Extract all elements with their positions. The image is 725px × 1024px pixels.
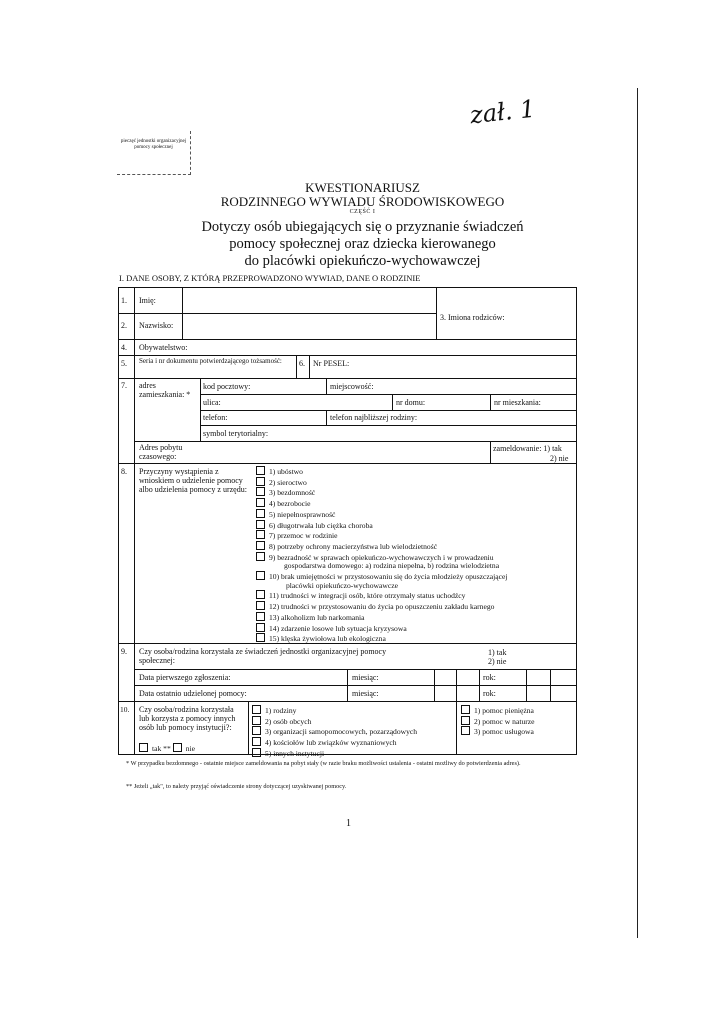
- reason-checkbox[interactable]: [256, 466, 265, 475]
- pesel-label: Nr PESEL:: [313, 359, 350, 368]
- benefits-yes: 1) tak: [488, 648, 507, 657]
- phone-label: telefon:: [203, 413, 228, 422]
- temporary-address-label: Adres pobytu czasowego:: [139, 443, 183, 461]
- row-4-number: 4.: [121, 343, 127, 352]
- help-source-checkbox[interactable]: [252, 748, 261, 757]
- address-label: adres zamieszkania: *: [139, 381, 191, 399]
- first-request-date-label: Data pierwszego zgłoszenia:: [139, 673, 231, 682]
- postal-code-label: kod pocztowy:: [203, 382, 251, 391]
- reason-checkbox[interactable]: [256, 590, 265, 599]
- reason-checkbox[interactable]: [256, 612, 265, 621]
- row-10-number: 10.: [120, 705, 130, 714]
- reason-checkbox[interactable]: [256, 571, 265, 580]
- reason-checkbox[interactable]: [256, 477, 265, 486]
- year-label: rok:: [483, 673, 496, 682]
- help-type-checkbox[interactable]: [461, 705, 470, 714]
- house-number-label: nr domu:: [396, 398, 426, 407]
- help-source-checkbox[interactable]: [252, 716, 261, 725]
- city-label: miejscowość:: [330, 382, 374, 391]
- reason-checkbox[interactable]: [256, 623, 265, 632]
- reason-checkbox[interactable]: [256, 633, 265, 642]
- last-aid-date-label: Data ostatnio udzielonej pomocy:: [139, 689, 247, 698]
- first-name-label: Imię:: [139, 296, 156, 305]
- territorial-symbol-label: symbol terytorialny:: [203, 429, 269, 438]
- part-label: CZĘŚĆ I: [349, 209, 376, 215]
- family-phone-label: telefon najbliższej rodziny:: [330, 413, 418, 422]
- binding-line: [637, 88, 638, 938]
- row-7-number: 7.: [121, 381, 127, 390]
- page-number: 1: [346, 818, 351, 829]
- reason-checkbox[interactable]: [256, 498, 265, 507]
- first-name-field[interactable]: [183, 288, 435, 312]
- row-5-number: 5.: [121, 359, 127, 368]
- reasons-label: Przyczyny wystąpienia z wnioskiem o udzielenie pomocy albo udzielenia pomocy z urzędu:: [139, 467, 247, 494]
- footnote-1: * W przypadku bezdomnego - ostatnie miejsce zameldowania na pobyt stały (w razie braku możliwości ustalenia - ostatni możliwy do potwierdzenia adres).: [126, 760, 521, 767]
- id-document-label: Seria i nr dokumentu potwierdzającego tożsamość:: [139, 357, 282, 365]
- row-1-number: 1.: [121, 296, 127, 305]
- subtitle-line-1: Dotyczy osób ubiegających się o przyznanie świadczeń: [201, 219, 524, 235]
- year-label: rok:: [483, 689, 496, 698]
- row-8-number: 8.: [121, 467, 127, 476]
- citizenship-label: Obywatelstwo:: [139, 343, 188, 352]
- reason-checkbox[interactable]: [256, 541, 265, 550]
- reason-checkbox[interactable]: [256, 520, 265, 529]
- help-source-checkbox[interactable]: [252, 726, 261, 735]
- other-help-question: Czy osoba/rodzina korzystała lub korzysta z pomocy innych osób lub pomocy instytucji?:: [139, 705, 236, 732]
- help-type-options: 1) pomoc pieniężna 2) pomoc w naturze 3) pomoc usługowa: [461, 705, 535, 737]
- footnote-2: ** Jeżeli „tak", to należy przyjąć oświadczenie strony dotyczącej uzyskiwanej pomocy.: [126, 783, 347, 790]
- reason-checkbox[interactable]: [256, 530, 265, 539]
- benefits-no: 2) nie: [488, 657, 507, 666]
- month-label: miesiąc:: [352, 689, 379, 698]
- benefits-question: Czy osoba/rodzina korzystała ze świadczeń jednostki organizacyjnej pomocy: [139, 647, 387, 656]
- apartment-number-label: nr mieszkania:: [494, 398, 541, 407]
- help-source-checkbox[interactable]: [252, 705, 261, 714]
- subtitle-line-3: do placówki opiekuńczo-wychowawczej: [244, 253, 481, 269]
- help-yes-checkbox[interactable]: [139, 743, 148, 752]
- section-title: I. DANE OSOBY, Z KTÓRĄ PRZEPROWADZONO WYWIAD, DANE O RODZINIE: [119, 273, 421, 283]
- title-line-2: RODZINNEGO WYWIADU ŚRODOWISKOWEGO: [220, 194, 505, 209]
- row-6-number: 6.: [299, 359, 305, 368]
- subtitle-line-2: pomocy społecznej oraz dziecka kierowanego: [229, 236, 496, 252]
- handwritten-annotation: zał. 1: [468, 94, 537, 130]
- street-label: ulica:: [203, 398, 221, 407]
- row-2-number: 2.: [121, 321, 127, 330]
- help-type-checkbox[interactable]: [461, 716, 470, 725]
- parents-names-label: 3. Imiona rodziców:: [440, 313, 505, 322]
- help-type-checkbox[interactable]: [461, 726, 470, 735]
- reason-checkbox[interactable]: [256, 509, 265, 518]
- help-no-checkbox[interactable]: [173, 743, 182, 752]
- reason-checkbox[interactable]: [256, 601, 265, 610]
- title-line-1: KWESTIONARIUSZ: [305, 180, 420, 195]
- help-source-checkbox[interactable]: [252, 737, 261, 746]
- reason-checkbox[interactable]: [256, 552, 265, 561]
- row-9-number: 9.: [121, 647, 127, 656]
- reason-checkbox[interactable]: [256, 487, 265, 496]
- registration-yes: zameldowanie: 1) tak: [493, 444, 562, 453]
- organization-stamp: pieczęć jednostki organizacyjnej pomocy społecznej: [117, 131, 191, 175]
- reasons-options: 1) ubóstwo 2) sieroctwo 3) bezdomność 4) bezrobocie 5) niepełnosprawność 6) długotrwała lub ciężka choroba 7) przemoc w rodzinie 8) potrzeby ochrony macierzyństwa lub wielodzietność 9) bezradność w sprawach opiekuńczo-wychowawczych i w prowadzeniu gospodarstwa domowego: a) rodzina niepełna, b) rodzina wielodzietna 10) brak umiejętności w przystosowaniu się do życia młodzieży opuszczającej placówki opiekuńczo-wychowawcze 11) trudności w integracji osób, które otrzymały status uchodźcy 12) trudności w przystosowaniu do życia po opuszczeniu zakładu karnego 13) alkoholizm lub narkomania 14) zdarzenie losowe lub sytuacja kryzysowa 15) klęska żywiołowa lub ekologiczna: [256, 466, 508, 644]
- month-label: miesiąc:: [352, 673, 379, 682]
- last-name-field[interactable]: [183, 314, 435, 338]
- help-source-options: 1) rodziny 2) osób obcych 3) organizacji samopomocowych, pozarządowych 4) kościołów lub związków wyznaniowych 5) innych instytucji: [252, 705, 417, 759]
- registration-no: 2) nie: [550, 454, 569, 463]
- last-name-label: Nazwisko:: [139, 321, 174, 330]
- benefits-question-cont: społecznej:: [139, 656, 175, 665]
